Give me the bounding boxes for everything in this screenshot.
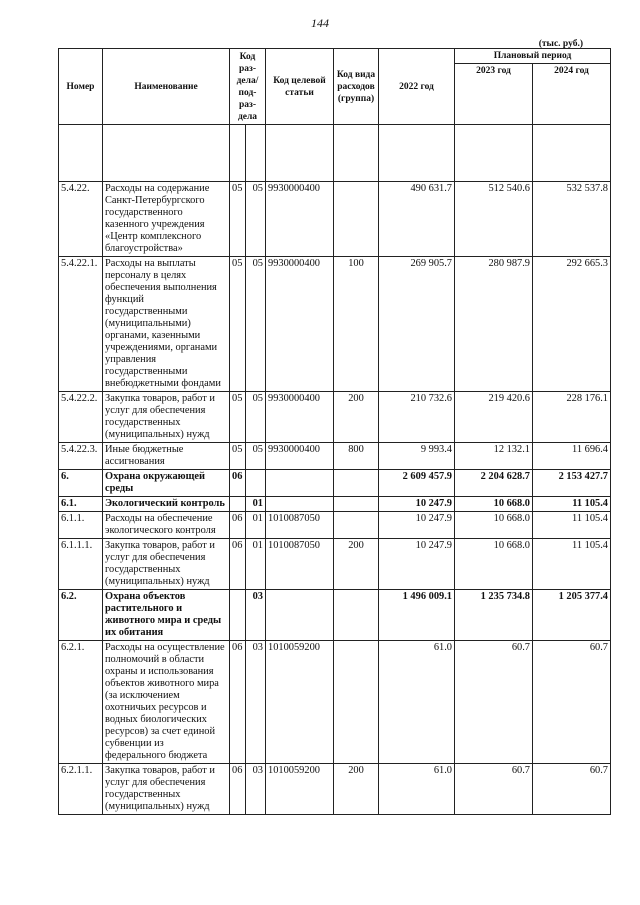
row-value-2022: 2 609 457.9 (379, 470, 455, 497)
row-section (230, 590, 246, 641)
row-value-2024: 532 537.8 (533, 182, 611, 257)
row-subsection: 05 (246, 257, 266, 392)
row-value-2024: 60.7 (533, 764, 611, 815)
row-expense-code: 100 (334, 257, 379, 392)
page-number: 144 (311, 16, 329, 30)
row-target-code: 9930000400 (266, 257, 334, 392)
budget-table (58, 48, 611, 815)
table-row (59, 590, 611, 641)
row-name: Закупка товаров, работ и услуг для обеспечения государственных (муниципальных) нужд (103, 539, 230, 590)
header-2023: 2023 год (455, 64, 533, 125)
row-name: Охрана объектов растительного и животного мира и среды их обитания (103, 590, 230, 641)
row-number: 6.1.1. (59, 512, 103, 539)
row-section (230, 497, 246, 512)
row-value-2024: 292 665.3 (533, 257, 611, 392)
row-target-code: 9930000400 (266, 392, 334, 443)
row-expense-code (334, 497, 379, 512)
row-value-2022: 61.0 (379, 641, 455, 764)
row-target-code: 1010059200 (266, 764, 334, 815)
row-value-2022: 210 732.6 (379, 392, 455, 443)
table-row (59, 443, 611, 470)
row-subsection: 01 (246, 539, 266, 590)
header-expense: Код вида расходов (группа) (334, 49, 379, 125)
row-target-code (266, 590, 334, 641)
table-body (59, 182, 611, 815)
row-number: 6.1.1.1. (59, 539, 103, 590)
row-subsection (246, 470, 266, 497)
table-row (59, 539, 611, 590)
row-value-2022: 61.0 (379, 764, 455, 815)
row-expense-code: 200 (334, 539, 379, 590)
row-value-2022: 1 496 009.1 (379, 590, 455, 641)
row-section: 06 (230, 764, 246, 815)
row-subsection: 05 (246, 392, 266, 443)
row-target-code: 1010059200 (266, 641, 334, 764)
row-name: Расходы на содержание Санкт-Петербургского государственного казенного учреждения «Центр комплексного благоустройства» (103, 182, 230, 257)
row-value-2024: 11 105.4 (533, 497, 611, 512)
table-row (59, 641, 611, 764)
row-target-code (266, 470, 334, 497)
row-target-code: 9930000400 (266, 182, 334, 257)
row-value-2022: 269 905.7 (379, 257, 455, 392)
row-number: 6.2. (59, 590, 103, 641)
row-number: 5.4.22. (59, 182, 103, 257)
row-name: Расходы на выплаты персоналу в целях обеспечения выполнения функций государственными (муниципальными) органами, казенными учреждениями, органами управления государственными внебюджетными фондами (103, 257, 230, 392)
row-subsection: 03 (246, 641, 266, 764)
row-number: 6. (59, 470, 103, 497)
row-value-2022: 490 631.7 (379, 182, 455, 257)
row-value-2023: 512 540.6 (455, 182, 533, 257)
row-section: 06 (230, 641, 246, 764)
header-2024: 2024 год (533, 64, 611, 125)
header-2022: 2022 год (379, 49, 455, 125)
row-value-2022: 10 247.9 (379, 539, 455, 590)
row-number: 6.1. (59, 497, 103, 512)
row-value-2023: 219 420.6 (455, 392, 533, 443)
header-planned: Плановый период (455, 49, 611, 64)
row-expense-code: 800 (334, 443, 379, 470)
row-value-2024: 228 176.1 (533, 392, 611, 443)
row-number: 5.4.22.2. (59, 392, 103, 443)
header-number: Номер (59, 49, 103, 125)
row-subsection: 05 (246, 443, 266, 470)
row-subsection: 01 (246, 512, 266, 539)
table-row (59, 392, 611, 443)
row-value-2023: 60.7 (455, 764, 533, 815)
row-expense-code (334, 470, 379, 497)
row-value-2023: 1 235 734.8 (455, 590, 533, 641)
row-number: 5.4.22.3. (59, 443, 103, 470)
row-value-2022: 10 247.9 (379, 512, 455, 539)
row-value-2024: 1 205 377.4 (533, 590, 611, 641)
row-subsection: 01 (246, 497, 266, 512)
row-value-2024: 11 105.4 (533, 512, 611, 539)
row-subsection: 03 (246, 590, 266, 641)
row-section: 05 (230, 392, 246, 443)
table-row (59, 512, 611, 539)
row-subsection: 05 (246, 182, 266, 257)
row-name: Закупка товаров, работ и услуг для обеспечения государственных (муниципальных) нужд (103, 392, 230, 443)
row-section: 05 (230, 182, 246, 257)
row-value-2022: 10 247.9 (379, 497, 455, 512)
row-value-2024: 2 153 427.7 (533, 470, 611, 497)
table-row (59, 182, 611, 257)
row-section: 06 (230, 539, 246, 590)
row-value-2023: 10 668.0 (455, 512, 533, 539)
table-row (59, 497, 611, 512)
table-row (59, 470, 611, 497)
row-value-2023: 280 987.9 (455, 257, 533, 392)
row-number: 6.2.1. (59, 641, 103, 764)
header-spacer-row (59, 125, 611, 182)
row-value-2023: 60.7 (455, 641, 533, 764)
row-name: Расходы на осуществление полномочий в области охраны и использования объектов животного мира (за исключением охотничьих ресурсов и водных биологических ресурсов) за счет единой субвенции из федерального бюджета (103, 641, 230, 764)
row-value-2023: 2 204 628.7 (455, 470, 533, 497)
row-expense-code: 200 (334, 392, 379, 443)
row-value-2024: 11 105.4 (533, 539, 611, 590)
row-target-code: 1010087050 (266, 512, 334, 539)
units-label: (тыс. руб.) (538, 39, 583, 49)
row-section: 05 (230, 443, 246, 470)
row-value-2022: 9 993.4 (379, 443, 455, 470)
row-value-2024: 60.7 (533, 641, 611, 764)
row-expense-code (334, 182, 379, 257)
row-section: 05 (230, 257, 246, 392)
row-target-code: 9930000400 (266, 443, 334, 470)
table-row (59, 257, 611, 392)
row-subsection: 03 (246, 764, 266, 815)
row-name: Закупка товаров, работ и услуг для обеспечения государственных (муниципальных) нужд (103, 764, 230, 815)
row-value-2023: 12 132.1 (455, 443, 533, 470)
row-target-code: 1010087050 (266, 539, 334, 590)
row-number: 5.4.22.1. (59, 257, 103, 392)
row-name: Иные бюджетные ассигнования (103, 443, 230, 470)
row-expense-code: 200 (334, 764, 379, 815)
row-section: 06 (230, 470, 246, 497)
row-value-2023: 10 668.0 (455, 539, 533, 590)
table-row (59, 764, 611, 815)
row-number: 6.2.1.1. (59, 764, 103, 815)
row-target-code (266, 497, 334, 512)
row-expense-code (334, 590, 379, 641)
header-name: Наименование (103, 49, 230, 125)
row-name: Охрана окружающей среды (103, 470, 230, 497)
row-name: Экологический контроль (103, 497, 230, 512)
row-expense-code (334, 512, 379, 539)
header-section: Код раз-дела/ под-раз-дела (230, 49, 266, 125)
row-section: 06 (230, 512, 246, 539)
header-target: Код целевой статьи (266, 49, 334, 125)
row-expense-code (334, 641, 379, 764)
row-name: Расходы на обеспечение экологического контроля (103, 512, 230, 539)
row-value-2024: 11 696.4 (533, 443, 611, 470)
row-value-2023: 10 668.0 (455, 497, 533, 512)
